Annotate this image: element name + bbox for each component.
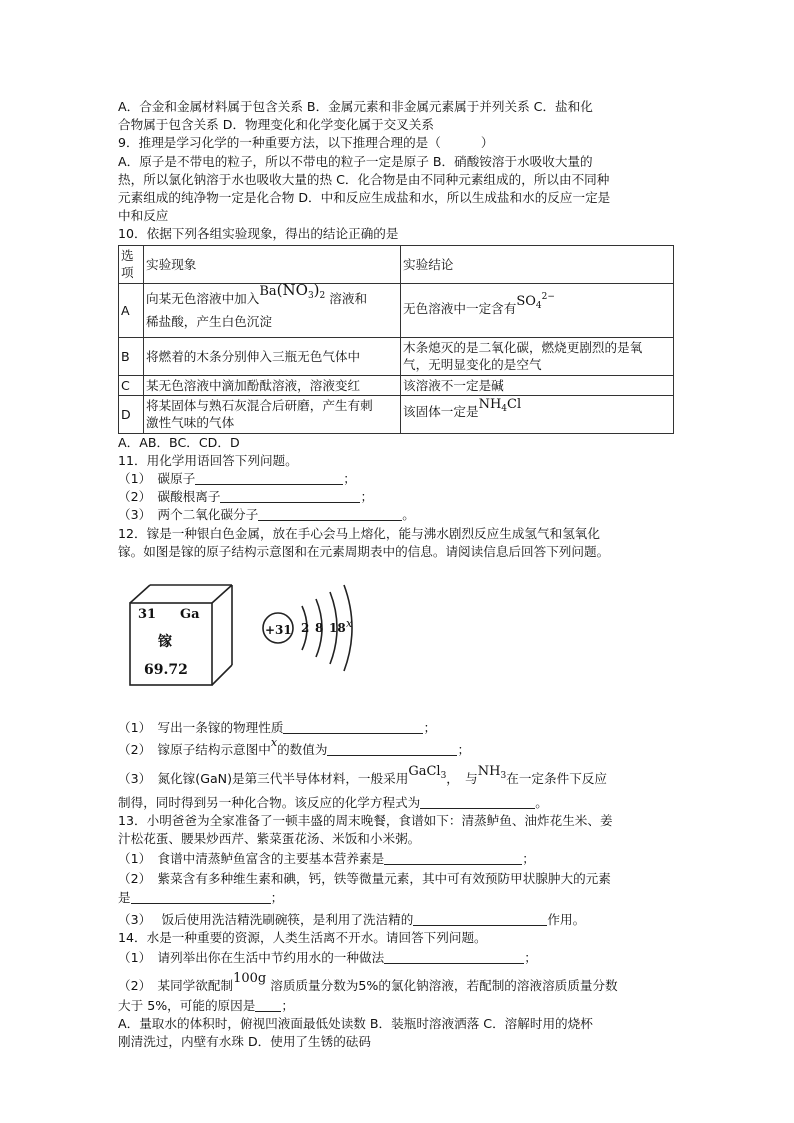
table-row-b [119, 337, 674, 375]
answer-blank[interactable] [413, 912, 547, 926]
row-c-phenomenon: 某无色溶液中滴加酚酞溶液，溶液变红 [144, 375, 401, 395]
exam-page [118, 98, 678, 1051]
q13-stem-line1: 13．小明爸爸为全家准备了一顿丰盛的周末晚餐，食谱如下：清蒸鲈鱼、油炸花生米、姜 [118, 812, 613, 828]
q14-sub2-cont: 大于 5%，可能的原因是 ； [118, 997, 294, 1013]
answer-blank[interactable] [255, 998, 281, 1012]
q9-option-line4: 中和反应 [118, 208, 169, 224]
table-row-a [119, 283, 674, 337]
row-b-phenomenon: 将燃着的木条分别伸入三瓶无色气体中 [144, 337, 401, 375]
shell-3-count: 18 [329, 621, 346, 636]
q13-sub3: （3） 饭后使用洗洁精洗刷碗筷，是利用了洗洁精的 作用。 [118, 911, 586, 927]
q13-sub2: （2） 紫菜含有多种维生素和碘，钙，铁等微量元素，其中可有效预防甲状腺肿大的元素 [118, 871, 611, 887]
nh4cl-formula: $NH_4Cl$ [478, 396, 522, 414]
answer-blank[interactable] [327, 742, 457, 756]
ba-no3-formula: $Ba(NO_3)_2$ [259, 281, 326, 302]
q12-sub2: （2） 镓原子结构示意图中x的数值为 ； [118, 736, 471, 758]
shell-4-count: x [346, 617, 353, 631]
q13-stem-line2: 汁松花蛋、腰果炒西芹、紫菜蛋花汤、米饭和小米粥。 [118, 831, 421, 847]
header-option: 选 项 [119, 245, 144, 283]
q9-option-line1: A．原子是不带电的粒子，所以不带电的粒子一定是原子 B．硝酸铵溶于水吸收大量的 [118, 153, 593, 169]
element-symbol: Ga [180, 607, 200, 623]
row-b-label: B [119, 337, 144, 375]
q11-item-1: （1） 碳原子 ； [118, 471, 356, 487]
q12-sub1: （1） 写出一条镓的物理性质 ； [118, 720, 437, 736]
answer-blank[interactable] [258, 507, 402, 521]
table-header-row [119, 245, 674, 283]
q12-stem-line1: 12．镓是一种银白色金属，放在手心会马上熔化，能与沸水剧烈反应生成氢气和氢氧化 [118, 525, 600, 541]
mass-100g: 100g [233, 971, 267, 987]
row-d-phenomenon: 将某固体与熟石灰混合后研磨，产生有刺 激性气味的气体 [144, 395, 401, 433]
row-a-phenomenon: 向某无色溶液中加入$Ba(NO_3)_2$ 溶液和 稀盐酸，产生白色沉淀 [144, 283, 401, 337]
q9-option-line2: 热，所以氯化钠溶于水也吸收大量的热 C．化合物是由不同种元素组成的，所以由不同种 [118, 171, 610, 187]
q10-options: A．AB．BC．CD．D [118, 434, 240, 450]
answer-blank[interactable] [384, 851, 522, 865]
q11-stem: 11．用化学用语回答下列问题。 [118, 452, 298, 468]
row-b-conclusion: 木条熄灭的是二氧化碳，燃烧更剧烈的是氧 气，无明显变化的是空气 [401, 337, 674, 375]
q8-options-line1: A．合金和金属材料属于包含关系 B．金属元素和非金属元素属于并列关系 C．盐和化 [118, 99, 593, 114]
gacl3-formula: GaCl$_3$ [408, 764, 447, 782]
answer-blank[interactable] [195, 471, 343, 485]
answer-blank[interactable] [283, 720, 423, 734]
element-number: 31 [138, 607, 157, 623]
sulfate-formula: $SO_4^{2-}$ [516, 292, 555, 312]
q12-sub3: （3） 氮化镓(GaN)是第三代半导体材料，一般采用GaCl$_3$， 与$NH_3$在一定条件下反应 [118, 764, 607, 787]
q12-stem-line2: 镓。如图是镓的原子结构示意图和在元素周期表中的信息。请阅读信息后回答下列问题。 [118, 543, 610, 559]
row-c-label: C [119, 375, 144, 395]
answer-blank[interactable] [220, 489, 360, 503]
answer-blank[interactable] [131, 890, 271, 904]
nh3-formula: $NH_3$ [477, 764, 507, 782]
answer-blank[interactable] [420, 795, 535, 809]
q8-options-line2: 合物属于包含关系 D．物理变化和化学变化属于交叉关系 [118, 117, 434, 133]
q14-stem: 14．水是一种重要的资源，人类生活离不开水。请回答下列问题。 [118, 930, 487, 946]
q9-stem-close: ） [480, 135, 494, 151]
q11-item-3: （3） 两个二氧化碳分子 。 [118, 507, 415, 523]
shell-2-count: 8 [315, 621, 324, 636]
row-a-label: A [119, 283, 144, 337]
q14-sub1: （1） 请列举出你在生活中节约用水的一种做法 ； [118, 950, 537, 966]
answer-blank[interactable] [384, 950, 524, 964]
row-d-label: D [119, 395, 144, 433]
header-conclusion: 实验结论 [401, 245, 674, 283]
q13-sub1: （1） 食谱中清蒸鲈鱼富含的主要基本营养素是 ； [118, 851, 535, 867]
shell-1-count: 2 [301, 621, 310, 636]
q11-item-2: （2） 碳酸根离子 ； [118, 489, 374, 505]
q9-stem-text: 9．推理是学习化学的一种重要方法，以下推理合理的是（ [118, 135, 441, 151]
q10-stem: 10．依据下列各组实验现象，得出的结论正确的是 [118, 226, 399, 242]
q9-stem [118, 134, 678, 152]
row-a-conclusion: 无色溶液中一定含有$SO_4^{2-}$ [401, 283, 674, 337]
header-phenomenon: 实验现象 [144, 245, 401, 283]
q14-options-line1: A．量取水的体积时，俯视凹液面最低处读数 B．装瓶时溶液洒落 C．溶解时用的烧杯 [118, 1015, 593, 1031]
table-row-c [119, 375, 674, 395]
q12-sub3-cont: 制得，同时得到另一种化合物。该反应的化学方程式为 。 [118, 794, 548, 810]
q10-table [118, 245, 674, 434]
q9-option-line3: 元素组成的纯净物一定是化合物 D．中和反应生成盐和水，所以生成盐和水的反应一定是 [118, 190, 611, 206]
q14-sub2: （2） 某同学欲配制100g 溶质质量分数为5%的氯化钠溶液，若配制的溶液溶质质量分数 [118, 971, 618, 994]
q14-options-line2: 刚清洗过，内壁有水珠 D．使用了生锈的砝码 [118, 1034, 371, 1050]
table-row-d [119, 395, 674, 433]
row-c-conclusion: 该溶液不一定是碱 [401, 375, 674, 395]
element-name: 镓 [158, 634, 172, 651]
nucleus-charge: +31 [265, 623, 292, 638]
row-d-conclusion: 该固体一定是$NH_4Cl$ [401, 395, 674, 433]
element-mass: 69.72 [144, 662, 188, 679]
q13-sub2-cont: 是 ； [118, 889, 284, 905]
gallium-figure [118, 561, 678, 711]
